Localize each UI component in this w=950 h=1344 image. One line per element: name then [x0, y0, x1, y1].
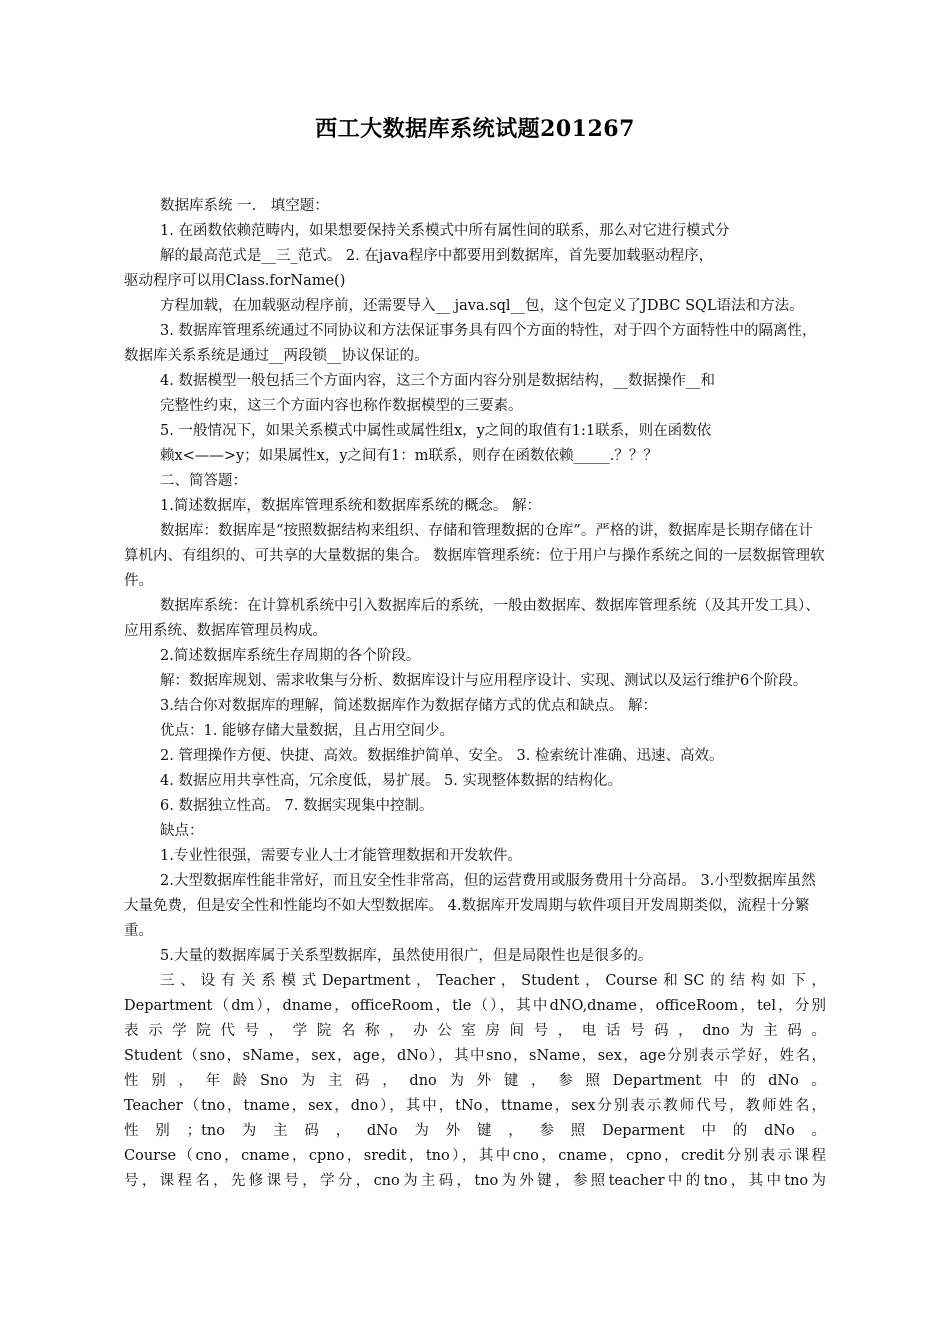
paragraph: 二、简答题： [160, 473, 247, 489]
paragraph: 2. 管理操作方便、快捷、高效。数据维护简单、安全。 3. 检索统计准确、迅速、高效。 [160, 748, 724, 764]
paragraph: 三、设有关系模式Department，Teacher，Student，Course和SC的结构如下， [160, 973, 826, 989]
paragraph: 2.大型数据库性能非常好，而且安全性非常高，但的运营费用或服务费用十分高昂。 3.小型数据库虽然大量免费，但是安全性和性能均不如大型数据库。 4.数据库开发周期与软件项目开发周期类似，流程十分繁重。 [124, 873, 816, 939]
paragraph: 完整性约束，这三个方面内容也称作数据模型的三要素。 [160, 398, 523, 414]
paragraph: 4. 数据模型一般包括三个方面内容，这三个方面内容分别是数据结构，__数据操作__和 [160, 373, 715, 389]
paragraph: 4. 数据应用共享性高，冗余度低，易扩展。 5. 实现整体数据的结构化。 [160, 773, 622, 789]
paragraph: 6. 数据独立性高。 7. 数据实现集中控制。 [160, 798, 434, 814]
document-body [124, 194, 826, 1194]
paragraph: 数据库：数据库是“按照数据结构来组织、存储和管理数据的仓库”。严格的讲，数据库是长期存储在计算机内、有组织的、可共享的大量数据的集合。 数据库管理系统：位于用户与操作系统之间的一层数据管理软件。 [124, 523, 825, 589]
paragraph: 3.结合你对数据库的理解，简述数据库作为数据存储方式的优点和缺点。 解： [160, 698, 657, 714]
paragraph: 方程加载，在加载驱动程序前，还需要导入__ java.sql__包，这个包定义了JDBC SQL语法和方法。 [160, 298, 804, 314]
paragraph: 性别；tno为主码，dNo为外键，参照Deparment中的dNo。 [124, 1123, 826, 1139]
document-title: 西工大数据库系统试题201267 [315, 116, 635, 142]
paragraph: 缺点： [160, 823, 204, 839]
paragraph: 5. 一般情况下，如果关系模式中属性或属性组x，y之间的取值有1:1联系，则在函数依 [160, 423, 712, 439]
paragraph: 数据库系统：在计算机系统中引入数据库后的系统，一般由数据库、数据库管理系统（及其开发工具）、应用系统、数据库管理员构成。 [124, 598, 820, 639]
paragraph: Teacher（tno，tname，sex，dno），其中，tNo，ttname，sex分别表示教师代号，教师姓名， [124, 1098, 826, 1114]
paragraph: Course（cno，cname，cpno，sredit，tno），其中cno，cname，cpno，credit分别表示课程 [124, 1148, 826, 1164]
paragraph: 解的最高范式是__三_范式。 2. 在java程序中都要用到数据库，首先要加载驱动程序， [160, 248, 714, 264]
paragraph: 2.简述数据库系统生存周期的各个阶段。 [160, 648, 421, 664]
paragraph: 数据库系统 一. 填空题： [160, 198, 329, 214]
paragraph: 1.简述数据库，数据库管理系统和数据库系统的概念。 解： [160, 498, 541, 514]
paragraph: 赖x<——>y；如果属性x，y之间有1：m联系，则存在函数依赖_____.？？？ [160, 448, 658, 464]
paragraph: 性别，年龄Sno为主码，dno为外键，参照Department中的dNo。 [124, 1073, 826, 1089]
paragraph: Student（sno，sName，sex，age，dNo），其中sno，sName，sex，age分别表示学好，姓名， [124, 1048, 826, 1064]
paragraph: 5.大量的数据库属于关系型数据库，虽然使用很广，但是局限性也是很多的。 [160, 948, 653, 964]
paragraph: 3. 数据库管理系统通过不同协议和方法保证事务具有四个方面的特性，对于四个方面特性中的隔离性，数据库关系系统是通过__两段锁__协议保证的。 [124, 323, 817, 364]
paragraph: 优点：1. 能够存储大量数据，且占用空间少。 [160, 723, 454, 739]
paragraph: Department（dm），dname，officeRoom，tle（），其中dNO,dname，officeRoom，tel，分别 [124, 998, 826, 1014]
paragraph: 解：数据库规划、需求收集与分析、数据库设计与应用程序设计、实现、测试以及运行维护6个阶段。 [160, 673, 808, 689]
paragraph: 1.专业性很强，需要专业人士才能管理数据和开发软件。 [160, 848, 522, 864]
paragraph: 1. 在函数依赖范畴内，如果想要保持关系模式中所有属性间的联系，那么对它进行模式分 [160, 223, 730, 239]
paragraph: 表示学院代号，学院名称，办公室房间号，电话号码，dno为主码。 [124, 1023, 826, 1039]
paragraph: 驱动程序可以用Class.forName() [124, 273, 346, 289]
paragraph: 号，课程名，先修课号，学分，cno为主码，tno为外键，参照teacher中的tno，其中tno为 [124, 1173, 826, 1189]
